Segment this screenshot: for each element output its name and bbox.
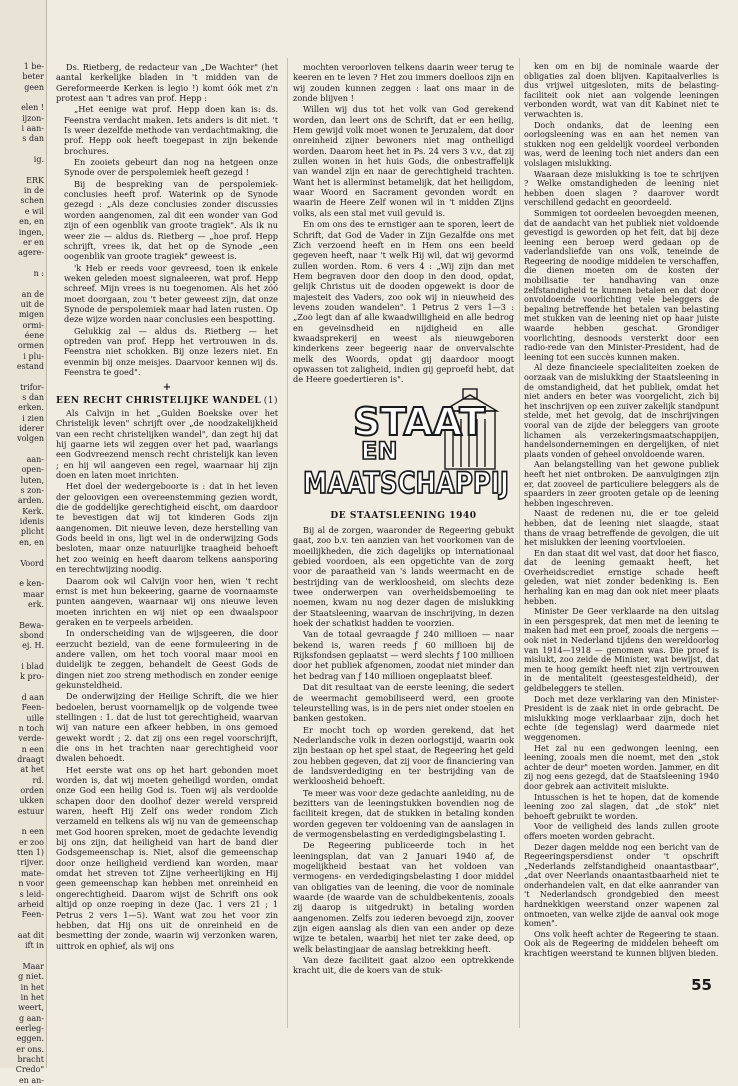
paragraph: In onderscheiding van de wijsgeeren, die door eerzucht bezield, van de eene formuleering in de andere vallen, om het toch vooral maar mooi en duidelijk te zeggen, behandelt de Geest Gods de dingen niet zoo streng methodisch en zonder eenige gekunsteldheid. [56,628,278,690]
column-1 [56,62,278,952]
quote-block [56,104,278,377]
cross-ornament: + [162,382,172,394]
paragraph: En dan staat dit wel vast, dat door het fiasco, dat de leening gemaakt heeft, het Overheidscrediet ernstige schade heeft geleden, wat niet zonder bedenking is. Een herhaling kan en mag dan ook niet meer plaats hebben. [524,548,719,606]
section-heading-text: EEN RECHT CHRISTELIJKE WANDEL [56,395,262,406]
section-body [56,408,278,951]
paragraph: Al deze financieele specialiteiten zoeken de oorzaak van de mislukking der Staatsleening in de omstandigheid, dat het publiek, omdat het niet anders en beter was voorgelicht, zich bij het inschrijven op een zuiver zakelijk standpunt stelde, met het gevolg, dat de inschrijvingen vooral van de zijde der beleggers van groote lichamen als verzekeringsmaatschappijen, handelsondernemingen en dergelijken, of niet plaats vonden of geheel onvoldoende waren. [524,363,719,459]
paragraph: Dezer dagen meldde nog een bericht van de Regeeringspersdienst onder 't opschrift „Nederlands zelfstandigheid onaantastbaar", „dat over Neerlands onaantastbaarheid niet te onderhandelen valt, en dat elke aanrander van 't Nederlandsch grondgebied den meest hardnekkigen weerstand onzer wapenen zal ontmoeten, van welke zijde de aanval ook moge komen". [524,842,719,929]
paragraph: En om ons des te ernstiger aan te sporen, leert de Schrift, dat God de Vader in Zijn Gezalfde ons met Zich verzoend heeft en in Hem ons een beeld gegeven heeft, naar 't welk Hij wil, dat wij gevormd zullen worden. Rom. 6 vers 4 : „Wij zijn dan met Hem begraven door den doop in den dood, opdat, gelijk Christus uit de dooden opgewekt is door de majesteit des Vaders, zoo ook wij in nieuwheid des levens zouden wandelen". 1 Petrus 2 vers 1—3 : „Zoo legt dan af alle kwaadwilligheid en alle bedrog en geveinsdheid en nijdigheid en alle kwaadsprekerij en weest als nieuwgeboren kinderkens zeer begeerig naar de onvervalschte melk des Woords, opdat gij daardoor moogt opwassen tot zaligheid, indien gij geproefd hebt, dat de Heere goedertieren is". [293,219,514,385]
paragraph: Naast de redenen nu, die er toe geleid hebben, dat de leening niet slaagde, staat thans de vraag betreffende de gevolgen, die uit het mislukken der leening voortvloeien. [524,509,719,548]
paragraph: Het doel der wedergeboorte is : dat in het leven der geloovigen een overeenstemming gezien wordt, die de goddelijke gerechtigheid eischt, om daardoor te bevestigen dat wij tot kinderen Gods zijn aangenomen. Dit nieuwe leven, deze herstelling van Gods beeld in ons, ligt wel in de onderwijzing Gods besloten, maar onze natuurlijke traagheid behoeft het zoo weinig en heeft daarom telkens aansporing en terechtwijzing noodig. [56,481,278,575]
paragraph: Dat dit resultaat van de eerste leening, die sedert de weermacht gemobiliseerd werd, een groote teleurstelling was, is in de pers niet onder stoelen en banken gestoken. [293,682,514,724]
paragraph: Bij de bespreking van de perspolemiek-conclusies heeft prof. Waterink op de Synode gezegd : „Als deze conclusies zonder discussies worden aangenomen, zal dit een wonder van God zijn of een ogenblik van groote tragiek". Als ik nu weer zie — aldus ds. Rietberg — „hoe prof. Hepp schrijft, vrees ik, dat het op de Synode „een oogenblik van groote tragiek" geweest is. [64,178,278,262]
staat-en-maatschappij-banner [293,389,514,505]
column-divider [519,58,520,1028]
paragraph: Het eerste wat ons op het hart gebonden moet worden is, dat wij moeten geheiligd worden, omdat onze God een heilig God is. Toen wij als verdoolde schapen door den doolhof dezer wereld verspreid waren, heeft Hij Zelf ons weder rondom Zich verzameld en telkens als wij nu van de gemeenschap met God hooren spreken, moet de gedachte levendig bij ons zijn, dat heiligheid van hart de band dier Godsgemeenschap is. Niet, alsof die gemeenschap door onze heiligheid verdiend kan worden, maar omdat het streven tot Zijne verheerlijking en Hij geen gemeenschap kan hebben met onreinheid en ongerechtigheid. Daarom wijst de Schrift ons ook altijd op onze roeping in deze (Jac. 1 vers 21 ; 1 Petrus 2 vers 1—5). Want wat zou het voor zin hebben, dat Hij ons uit de onreinheid en de besmetting der zonde, waarin wij verzonken waren, uittrok en ophief, als wij ons [56,764,278,951]
banner-line-1: STAAT [353,399,486,444]
column-2 [293,62,514,977]
paragraph: Als Calvijn in het „Gulden Boekske over het Christelijk leven" schrijft over „de noodzakelijkheid van een recht christelijken wandel", dan zegt hij dat hij gaarne iets wil zeggen over het pad, waarlangs een Godvreezend mensch recht christelijk kan leven ; en hij wil aangeven een regel, waarnaar hij zijn doen en laten moet inrichten. [56,408,278,481]
paragraph: Sommigen tot oordeelen bevoegden meenen, dat de aandacht van het publiek niet voldoende gevestigd is geworden op het feit, dat bij deze leening een beroep werd gedaan op de vaderlandsliefde van ons volk, teneinde de Regeering de noodige middelen te verschaffen, die dienen moeten om de kosten der mobilisatie ter handhaving van onze zelfstandigheid te kunnen betalen en dat door onvoldoende voorlichting vele beleggers de bepaling betreffende het betalen van belasting met stukken van de leening niet op haar juiste waarde hebben geschat. Grondiger voorlichting, desnoods versterkt door een radio-rede van den Minister-President, had de leening tot een succès kunnen maken. [524,208,719,362]
page-number: 55 [691,976,712,994]
paragraph: Van deze faciliteit gaat alzoo een optrekkende kracht uit, die de koers van de stuk- [293,955,514,976]
paragraph: Voor de veiligheid des lands zullen groote offers moeten worden gebracht. [524,822,719,841]
section-heading [56,396,278,406]
banner-line-3: MAATSCHAPPIJ [303,465,509,500]
paragraph: Doch ondanks, dat de leening een oorlogsleening was en aan het nemen van stukken nog een geldelijk voordeel verbonden was, werd de leening toch niet anders dan een volslagen mislukking. [524,120,719,168]
banner-line-2: EN [361,436,398,465]
paragraph: Aan belangstelling van het gewone publiek heeft het niet ontbroken. De aanvulgingen zijn er, dat zooveel de particuliere beleggers als de spaarders in zeer grooten getale op de leening hebben ingeschreven. [524,460,719,508]
paragraph: Ons volk heeft achter de Regeering te staan. Ook als de Regeering de middelen beheeft om krachtigen weerstand te kunnen blijven bieden. [524,929,719,959]
paragraph: Intusschen is het te hopen, dat de komende leening zoo zal slagen, dat „de stok" niet behoeft gebruikt te worden. [524,792,719,821]
paragraph: Bij al de zorgen, waaronder de Regeering gebukt gaat, zoo b.v. ten aanzien van het voorkomen van de moeilijkheden, die zich dagelijks op internationaal gebied voordoen, als een opgetichte van de zorg voor de paraatheid van 's lands weermacht en de bestrijding van de werkloosheid, om slechts deze twee onderwerpen van overheidsbemoeiing te noemen, kwam nu nog dezer dagen de mislukking der Staatsleening, waarvan de inschrijving, in dezen hoek der schatkist hadden te voorzien. [293,525,514,629]
paragraph: En zooiets gebeurt dan nog na hetgeen onze Synode over de perspolemiek heeft gezegd ! [64,157,278,178]
paragraph: ken om en bij de nominale waarde der obligaties zal doen blijven. Kapitaalverlies is dus vrijwel uitgesloten, mits de belasting-faciliteit ook niet aan volgende leeningen verbonden wordt, wat van dit Kabinet niet te verwachten is. [524,62,719,119]
paragraph: Waaraan deze mislukking is toe te schrijven ? Welke omstandigheden de leening niet hebben doen slagen ? daarover wordt verschillend gedacht en geoordeeld. [524,169,719,208]
paragraph: De Regeering publiceerde toch in het leeningsplan, dat van 2 Januari 1940 af, de mogelijkheid bestaat van het voldoen van vermogens- en verdedigingsbelasting I door middel van obligaties van de leening, die voor de nominale waarde (de waarde van de schuldbekentenis, zooals zij daarop is uitgedrukt) in betaling worden aangenomen. Zelfs zou iederen bevoegd zijn, zoover zijn eigen aanslag als dien van een ander op deze wijze te betalen, waarbij het niet ter zake deed, op welk belastingjaar de aanslag betrekking heeft. [293,840,514,954]
paragraph: „Het eenige wat prof. Hepp doen kan is: ds. Feenstra verdacht maken. Iets anders is dit niet. 't Is weer dezelfde methode van verdachtmaking, die prof. Hepp ook heeft toegepast in zijn bekende brochures. [64,104,278,156]
column-3 [524,62,719,960]
paragraph: Het zal nu een gedwongen leening, een leening, zooals men die noemt, met den „stok achter de deur" moeten worden. Jammer, en dit zij nog eens gezegd, dat de Staatsleening 1940 door gebrek aan activiteit mislukte. [524,743,719,791]
paragraph: 'k Heb er reeds voor gevreesd, toen ik enkele weken geleden moest signaleeren, wat prof. Hepp schreef. Mijn vrees is nu toegenomen. Als het zóó moet doorgaan, zou 't beter geweest zijn, dat onze Synode de perspolemiek maar had laten rusten. Op deze wijze worden naar conclusies een bespotting. [64,262,278,325]
paragraph: Minister De Geer verklaarde na den uitslag in een persgesprek, dat men met de leening te maken had met een proef, zooals die nergens — ook niet in Nederland tijdens den wereldoorlog van 1914—1918 — genomen was. Die proef is mislukt, zoo zeide de Minister, wat bewijst, dat men te hoog gemikt heeft niet zijn vertrouwen in de mentaliteit (geestesgesteldheid), der geldbeleggers te stellen. [524,607,719,693]
paragraph: Van de totaal gevraagde ƒ 240 millioen — naar bekend is, waren reeds ƒ 60 millioen bij de Rijksfondsen geplaatst — werd slechts ƒ 100 millioen door het publiek afgenomen, zoodat niet minder dan het bedrag van ƒ 140 millioen ongeplaatst bleef. [293,629,514,681]
section-number: (1) [263,395,278,406]
section-title: DE STAATSLEENING 1940 [330,510,477,521]
column-divider [287,58,288,1028]
left-page-gutter [0,0,47,1085]
paragraph: Er mocht toch op worden gerekend, dat het Nederlandsche volk in dezen oorlogstijd, waarin ook zijn bestaan op het spel staat, de Regeering het geld zou hebben gegeven, dat zij voor de financiering van de landsverdediging en ter bestrijding van de werkloosheid behoeft. [293,724,514,787]
paragraph: Willen wij dus tot het volk van God gerekend worden, dan leert ons de Schrift, dat er een heilig, Hem gewijd volk moet wonen te Jeruzalem, dat door onreinheid zijner bewoners niet mag ontheiligd worden. Daarom heet het in Ps. 24 vers 3 v.v., dat zij zullen wonen in het huis Gods, die onbestraffelijk van wandel zijn en naar de gerechtigheid trachten. Want het is allerminst betamelijk, dat het heiligdom, waar Woord en Sacrament gevonden wordt en waarin de Heere Zelf wonen wil in 't midden Zijns volks, als een stal met vuil gevuld is. [293,104,514,218]
paragraph: Doch met deze verklaring van den Minister-President is de zaak niet in orde gebracht. De mislukking moge verklaarbaar zijn, doch het echte (de tegenslag) werd daarmede niet weggenomen. [524,694,719,742]
paragraph: Daarom ook wil Calvijn voor hen, wien 't recht ernst is met hun bekeering, gaarne de voornaamste punten aangeven, waarnaar wij ons nieuwe leven moeten inrichten en wij niet op een dwaalspoor geraken en te verpeels arbeiden. [56,575,278,627]
paragraph: Ds. Rietberg, de redacteur van „De Wachter" (het aantal kerkelijke bladen in 't midden van de Gereformeerde Kerken is legio !) komt óók met z'n protest aan 't adres van prof. Hepp : [56,62,278,104]
paragraph: De onderwijzing der Heilige Schrift, die we hier bedoelen, berust voornamelijk op de volgende twee stellingen : 1. dat de lust tot gerechtigheid, waarvan wij van nature een afkeer hebben, in ons gemoed gewekt wordt ; 2. dat zij ons een regel voorschrijft, die ons in het trachten naar gerechtigheid voor dwalen behoedt. [56,691,278,764]
paragraph: mochten veroorloven telkens daarin weer terug te keeren en te leven ? Het zou immers doelloos zijn en wij zouden kunnen zeggen : laat ons maar in de zonde blijven ! [293,62,514,104]
intro-paragraphs [56,62,278,103]
gutter-text: 1 be- beter geen elen ! ijzon- i aan- s dan ig. ERK in de schen e wil en, en ingen, er en agere- n : an de uit de migen ormi- éene ormen i plu- estand trifor- s dan erken. i zien iderer volgen aan- open- luten, s zon- arden. Kerk. idenis plicht en, en Voord e ken- maar erk. Bewa- sbond ej. H. i blad k pro- d aan Feen- uille n toch verde- n een draagt at het rd. orden ukken estuur n een er zoo tten 1) rijver. mate- n voor s leid- arheid Feen- aat dit ift in Maar g niet. in het in het weert, g aan- eerleg- eggen. er ons. bracht Credo" en an- [15,62,44,1085]
paragraph: Te meer was voor deze gedachte aanleiding, nu de bezitters van de leeningstukken bovendien nog de faciliteit kregen, dat de stukken in betaling konden worden gegeven ter voldoening van de aanslagen in de vermogensbelasting en verdedigingsbelasting I. [293,787,514,839]
paragraph: Gelukkig zal — aldus ds. Rietberg — het optreden van prof. Hepp het vertrouwen in ds. Feenstra niet schokken. Bij onze lezers niet. En evenmin bij onze meisjes. Daarvoor kennen wij ds. Feenstra te goed". [64,325,278,377]
